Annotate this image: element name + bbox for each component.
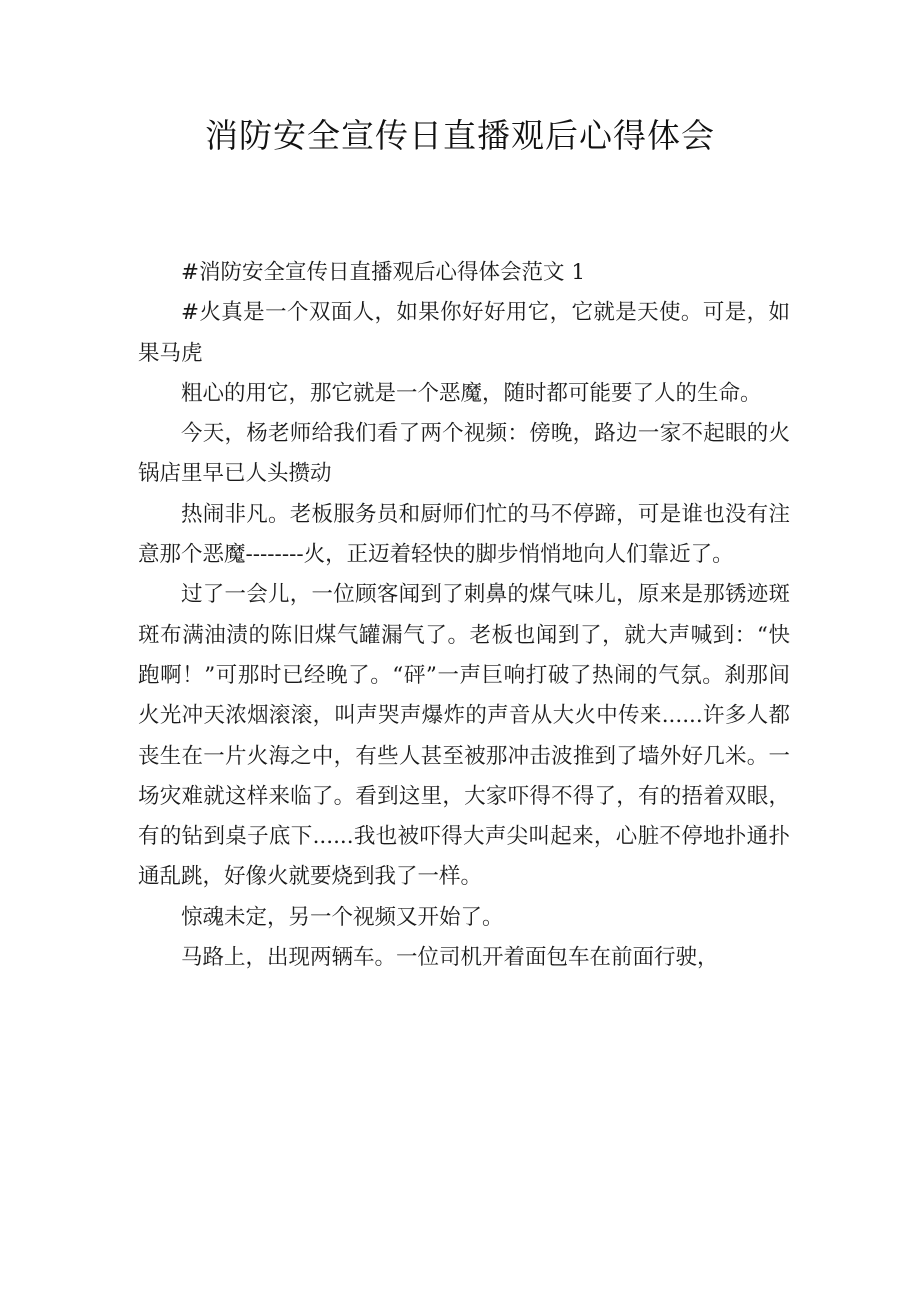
document-title: 消防安全宣传日直播观后心得体会 — [205, 116, 715, 155]
paragraph: 粗心的用它，那它就是一个恶魔，随时都可能要了人的生命。 — [181, 380, 762, 406]
paragraph: 热闹非凡。老板服务员和厨师们忙的马不停蹄，可是谁也没有注意那个恶魔--------火，正迈着轻快的脚步悄悄地向人们靠近了。 — [138, 501, 790, 568]
paragraph: 过了一会儿，一位顾客闻到了刺鼻的煤气味儿，原来是那锈迹斑斑布满油渍的陈旧煤气罐漏气了。老板也闻到了，就大声喊到：“快跑啊！”可那时已经晚了。“砰”一声巨响打破了热闹的气氛。刹那间火光冲天浓烟滚滚，叫声哭声爆炸的声音从大火中传来......许多人都丧生在一片火海之中，有些人甚至被那冲击波推到了墙外好几米。一场灾难就这样来临了。看到这里，大家吓得不得了，有的捂着双眼，有的钻到桌子底下......我也被吓得大声尖叫起来，心脏不停地扑通扑通乱跳，好像火就要烧到我了一样。 — [138, 582, 790, 890]
paragraph: #火真是一个双面人，如果你好好用它，它就是天使。可是，如果马虎 — [138, 300, 790, 366]
paragraph: 今天，杨老师给我们看了两个视频：傍晚，路边一家不起眼的火锅店里早已人头攒动 — [138, 421, 790, 487]
paragraph: 惊魂未定，另一个视频又开始了。 — [181, 904, 504, 930]
document-body — [138, 253, 790, 978]
paragraph: 马路上，出现两辆车。一位司机开着面包车在前面行驶， — [181, 945, 719, 971]
paragraph: #消防安全宣传日直播观后心得体会范文 1 — [181, 260, 586, 285]
